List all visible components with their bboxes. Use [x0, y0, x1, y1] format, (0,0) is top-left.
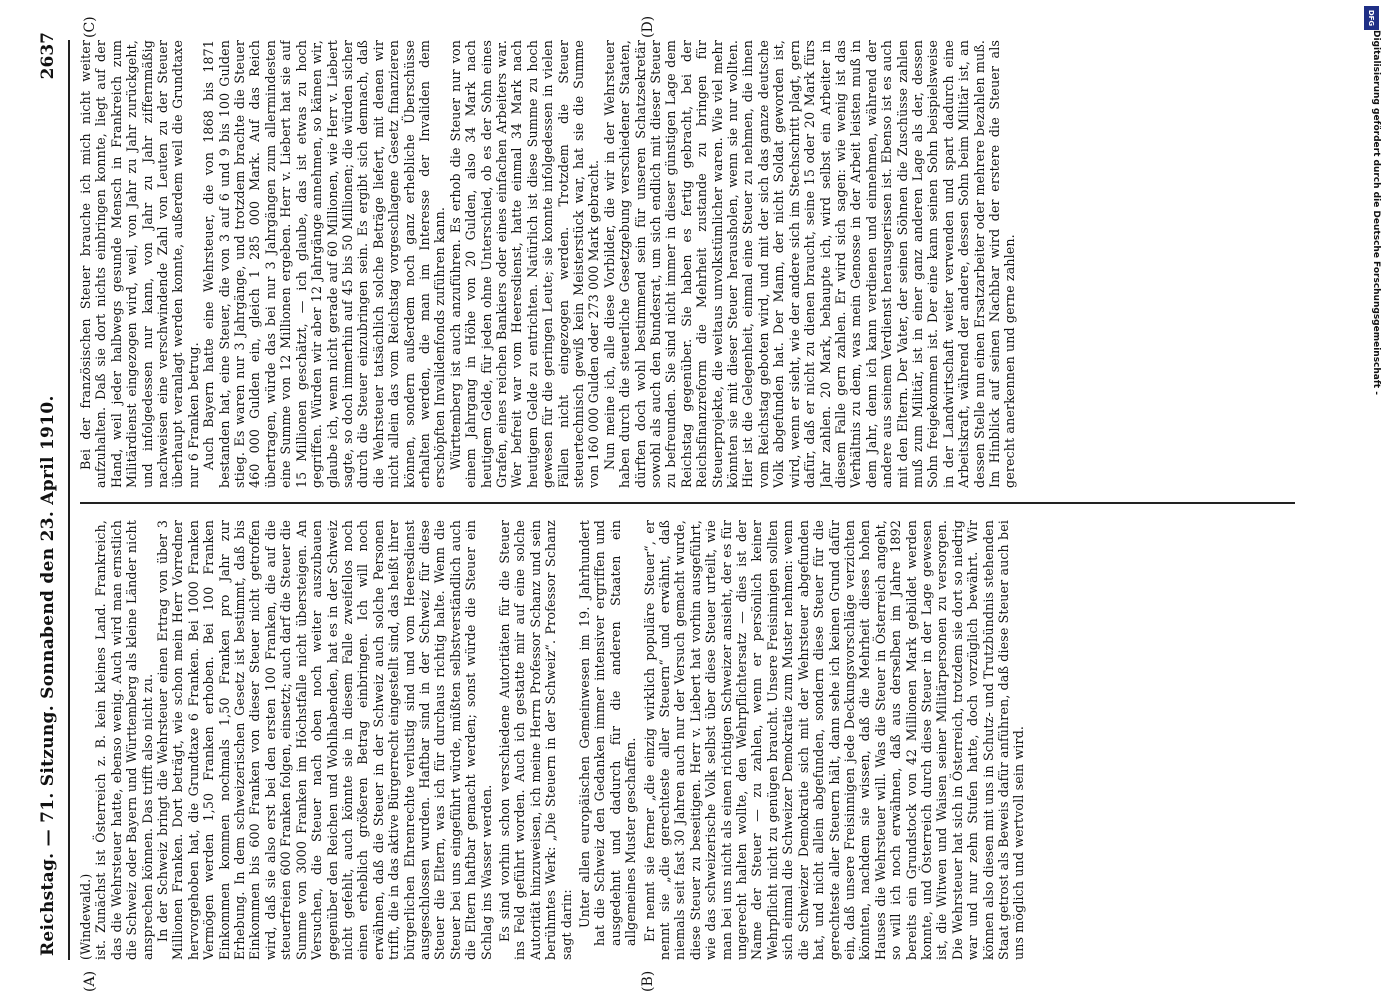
paragraph: Nun meine ich, alle diese Vorbilder, die wir in der Wehrsteuer haben durch die steuerliche Gesetzgebung verschiedener Staaten, dürften doch wohl bestimmend sein für unseren Schatzsekretär sowohl als auch den Bundesrat, um sich endlich mit dieser Steuer zu befreunden. Sie sind nicht immer in dieser günstigen Lage dem Reichstag gegenüber. Sie haben es fertig gebracht, bei der Reichsfinanzreform die Mehrheit zustande zu bringen für Steuerprojekte, die weitaus unvolkstümlicher waren. Wie viel mehr könnten sie mit dieser Steuer herausholen, wenn sie nur wollten. Hier ist die Gelegenheit, einmal eine Steuer zu nehmen, die ihnen vom Reichstag geboten wird, und mit der sich das ganze deutsche Volk abgefunden hat. Der Mann, der nicht Soldat geworden ist, wird, wenn er sieht, wie der andere sich im Stechschritt plagt, gern dafür, daß er nicht zu dienen braucht, seine 15 oder 20 Mark fürs Jahr zahlen. 20 Mark, behaupte ich, wird selbst ein Arbeiter in diesem Falle gern zahlen. Er wird sich sagen: wie wenig ist das Verhältnis zu dem, was mein Genosse in der Arbeit leisten muß in dem Jahr, denn ich kann verdienen und einnehmen, während der andere aus seinem Verdienst herausgerissen ist. Ebenso ist es auch mit den Eltern. Der Vater, der seinen Söhnen die Zuschüsse zahlen muß zum Militär, ist in einer ganz anderen Lage als der, dessen Sohn freigekommen ist. Der eine kann seinen Sohn beispielsweise in der Landwirtschaft weiter verwenden und spart dadurch eine Arbeitskraft, während der andere, dessen Sohn beim Militär ist, an dessen Stelle nun einen Ersatzarbeiter oder mehrere bezahlen muß. Im Hinblick auf seinen Nachbar wird der erstere die Steuer als gerecht anerkennen und gerne zahlen.	[601, 40, 1018, 488]
left-column	[78, 520, 1293, 960]
speaker-note: (Windewald.)	[78, 873, 93, 960]
header-title: Reichstag. — 71. Sitzung. Sonnabend den 23. April 1910.	[38, 395, 58, 956]
paragraph: Er nennt sie ferner „die einzig wirklich populäre Steuer“, er nennt sie „die gerechteste aller Steuern“ und erwähnt, daß niemals seit fast 30 Jahren auch nur der Versuch gemacht wurde, diese Steuer zu beseitigen. Herr v. Liebert hat vorhin ausgeführt, wie das schweizerische Volk selbst über diese Steuer urteilt, wie man bei uns nicht als einen richtigen Schweizer ansieht, der es für ungerecht halten wollte, den Wehrpflichtersatz — dies ist der Name der Steuer — zu zahlen, wenn er persönlich keiner Wehrpflicht nicht zu genügen braucht. Unsere Freisinnigen sollten sich einmal die Schweizer Demokratie zum Muster nehmen: wenn die Schweizer Demokratie sich mit der Wehrsteuer abgefunden hat, und nicht allein abgefunden, sondern diese Steuer für die gerechteste aller Steuern hält, dann sehe ich keinen Grund dafür ein, daß unsere Freisinnigen jede Deckungsvorschläge verzichten könnten, nachdem sie wissen, daß die Mehrheit dieses hohen Hauses die Wehrsteuer will. Was die Steuer in Österreich angeht, so will ich noch erwähnen, daß aus derselben im Jahre 1892 bereits ein Grundstock von 42 Millionen Mark gebildet werden konnte, und Österreich durch diese Steuer in der Lage gewesen ist, die Witwen und Waisen seiner Militärpersonen zu versorgen. Die Wehrsteuer hat sich in Österreich, trotzdem sie dort so niedrig war und nur zehn Stufen hatte, doch vorzüglich bewährt. Wir können also diesen mit uns in Schutz- und Trutzbündnis stehenden Staat getrost als Beweis dafür anführen, daß diese Steuer auch bei uns möglich und wertvoll sein wird.	[641, 520, 1027, 960]
column-divider	[80, 502, 1295, 504]
paragraph: Bei der französischen Steuer brauche ich mich nicht weiter aufzuhalten. Daß sie dort nichts einbringen konnte, liegt auf der Hand, weil jeder halbwegs gesunde Mensch in Frankreich zum Militärdienst eingezogen wird, weil, von Jahr zu Jahr zurückgeht, und infolgedessen nur kann, von Jahr zu Jahr ziffernmäßig nachweisen eine verschwindende Zahl von Leuten zu der Steuer überhaupt veranlagt werden konnte, außerdem weil die Grundtaxe nur 6 Franken betrug.	[78, 40, 201, 488]
margin-mark-d: (D)	[640, 15, 656, 38]
paragraph: Auch Bayern hatte eine Wehrsteuer, die von 1868 bis 1871 bestanden hat, eine Steuer, die von 3 auf 6 und 9 bis 100 Gulden stieg. Es waren nur 3 Jahrgänge, und trotzdem brachte die Steuer 460 000 Gulden ein, gleich 1 285 000 Mark. Auf das Reich übertragen, würde das bei nur 3 Jahrgängen zum allermindesten eine Summe von 12 Millionen ergeben. Herr v. Liebert hat sie auf 15 Millionen geschätzt, — ich glaube, das ist etwas zu hoch gegriffen. Würden wir aber 12 Jahrgänge annehmen, so kämen wir, glaube ich, wenn nicht gerade auf 60 Millionen, wie Herr v. Liebert sagte, so doch immerhin auf 45 bis 50 Millionen; die würden sicher durch die Steuer einzubringen sein. Es ergibt sich demnach, daß die Wehrsteuer tatsächlich solche Beträge liefert, mit denen wir nicht allein das vom Reichstag vorgeschlagene Gesetz finanzieren können, sondern außerdem noch ganz erhebliche Überschüsse erhalten werden, die man im Interesse der Invaliden dem erschöpften Invalidenfonds zuführen kann.	[201, 40, 448, 488]
right-column	[78, 40, 1293, 488]
margin-mark-a: (A)	[82, 970, 98, 992]
margin-mark-c: (C)	[82, 16, 98, 38]
dfg-logo: DFG	[1364, 6, 1379, 30]
quotation: Unter allen europäischen Gemeinwesen im 19. Jahrhundert hat die Schweiz den Gedanken immer intensiver ergriffen und ausgedehnt und dadurch für die anderen Staaten ein allgemeines Muster geschaffen.	[577, 520, 639, 946]
header-rule	[68, 40, 70, 960]
paragraph: Es sind vorhin schon verschiedene Autoritäten für die Steuer ins Feld geführt worden. Auch ich gestatte mir auf eine solche Autorität hinzuweisen, ich meine Herrn Professor Schanz und sein berühmtes Werk: „Die Steuern in der Schweiz“. Professor Schanz sagt darin:	[496, 520, 574, 960]
digitization-note-text: Digitalisierung gefördert durch die Deutsche Forschungsgemeinschaft -	[1371, 30, 1381, 395]
paragraph: In der Schweiz bringt die Wehrsteuer einen Ertrag von über 3 Millionen Franken. Dort beträgt, wie schon mein Herr Vorredner hervorgehoben hat, die Grundtaxe 6 Franken. Bei 1000 Franken Vermögen werden 1,50 Franken erhoben. Bei 100 Franken Einkommen kommen nochmals 1,50 Franken pro Jahr zur Erhebung. In dem schweizerischen Gesetz ist bestimmt, daß bis Einkommen bis 600 Franken von dieser Steuer nicht getroffen wird, daß sie also erst bei den ersten 100 Franken, die auf die steuerfreien 600 Franken folgen, einsetzt; auch darf die Steuer die Summe von 3000 Franken im Höchstfalle nicht übersteigen. An Versuchen, die Steuer nach oben noch weiter auszubauen gegenüber den Reichen und Wohlhabenden, hat es in der Schweiz nicht gefehlt, auch könnte sie in diesem Falle zweifellos noch einen erheblich größeren Betrag einbringen. Ich will noch erwähnen, daß die Steuer in der Schweiz auch solche Personen trifft, die in das aktive Bürgerrecht eingestellt sind, das heißt ihrer bürgerlichen Ehrenrechte verlustig sind und vom Heeresdienst ausgeschlossen wurden. Haftbar sind in der Schweiz für diese Steuer die Eltern, was ich für durchaus richtig halte. Wenn die Steuer bei uns eingeführt würde, müßten selbstverständlich auch die Eltern haftbar gemacht werden; sonst würde die Steuer ein Schlag ins Wasser werden.	[155, 520, 494, 960]
digitization-note	[1359, 30, 1381, 650]
paragraph: ist. Zunächst ist Österreich z. B. kein kleines Land. Frankreich, das die Wehrsteuer hatte, ebenso wenig. Auch wird man ernstlich die Schweiz oder Bayern und Württemberg als kleine Länder nicht ansprechen können. Das trifft also nicht zu.	[93, 520, 155, 960]
running-header	[30, 0, 70, 1000]
paragraph: Württemberg ist auch anzuführen. Es erhob die Steuer nur von einem Jahrgang in Höhe von 20 Gulden, also 34 Mark nach heutigem Gelde, für jeden ohne Unterschied, ob es der Sohn eines Grafen, eines reichen Bankiers oder eines einfachen Arbeiters war. Wer befreit war vom Heeresdienst, hatte einmal 34 Mark nach heutigem Gelde zu entrichten. Natürlich ist diese Summe zu hoch gewesen für die geringen Leute; sie konnte infolgedessen in vielen Fällen nicht eingezogen werden. Trotzdem die Steuer steuertechnisch gewiß kein Meisterstück war, hat sie die Summe von 160 000 Gulden oder 273 000 Mark gebracht.	[447, 40, 602, 488]
margin-mark-b: (B)	[640, 970, 656, 992]
page-number: 2637	[38, 32, 58, 80]
